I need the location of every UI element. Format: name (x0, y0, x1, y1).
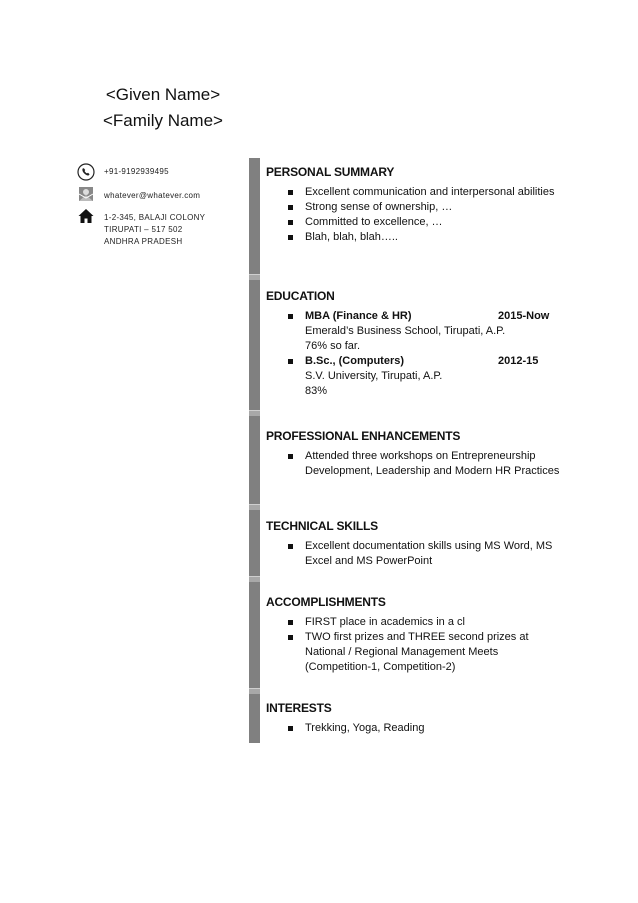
interests-list (266, 721, 596, 736)
family-name: <Family Name> (103, 111, 223, 130)
list-item: Strong sense of ownership, … (266, 200, 596, 215)
score: 76% so far. (305, 340, 361, 352)
mail-icon (76, 184, 96, 204)
bar-notch (249, 504, 260, 510)
section-title: ACCOMPLISHMENTS (266, 595, 386, 609)
section-title: TECHNICAL SKILLS (266, 519, 378, 533)
section-education (266, 288, 596, 399)
contact-address-row (76, 206, 206, 246)
given-name: <Given Name> (105, 85, 221, 104)
list-item: Blah, blah, blah….. (266, 230, 596, 245)
school: Emerald’s Business School, Tirupati, A.P. (305, 325, 506, 337)
degree: MBA (Finance & HR) (305, 310, 412, 322)
list-item: Excellent documentation skills using MS Word, MS Excel and MS PowerPoint (266, 539, 566, 569)
list-item: Trekking, Yoga, Reading (266, 721, 596, 736)
score: 83% (305, 385, 328, 397)
bar-notch (249, 274, 260, 280)
section-personal-summary (266, 164, 596, 245)
bar-notch (249, 410, 260, 416)
section-title: PROFESSIONAL ENHANCEMENTS (266, 429, 461, 443)
accomplishments-list (266, 615, 596, 675)
education-list (266, 309, 596, 399)
section-title: INTERESTS (266, 701, 332, 715)
section-divider-bar (249, 158, 260, 743)
list-item: Excellent communication and interpersonal abilities (266, 185, 556, 200)
year: 2012-15 (498, 355, 539, 367)
section-technical-skills (266, 518, 596, 569)
section-accomplishments (266, 594, 596, 675)
bar-notch (249, 576, 260, 582)
list-item: FIRST place in academics in a cl (266, 615, 596, 630)
address (104, 212, 205, 248)
school: S.V. University, Tirupati, A.P. (305, 370, 443, 382)
address-line-3: ANDHRA PRADESH (104, 237, 183, 246)
summary-list (266, 185, 596, 245)
list-item: TWO first prizes and THREE second prizes at National / Regional Management Meets (Competition-1, Competition-2) (266, 630, 546, 675)
professional-list (266, 449, 596, 479)
contact-phone-row (76, 162, 169, 182)
technical-list (266, 539, 596, 569)
section-interests (266, 700, 596, 736)
email-address: whatever@whatever.com (104, 191, 201, 200)
bar-notch (249, 688, 260, 694)
section-title: PERSONAL SUMMARY (266, 165, 395, 179)
list-item (266, 354, 596, 399)
degree: B.Sc., (Computers) (305, 355, 405, 367)
section-professional-enhancements (266, 428, 596, 479)
list-item (266, 309, 596, 354)
list-item: Committed to excellence, … (266, 215, 596, 230)
address-line-1: 1-2-345, BALAJI COLONY (104, 213, 206, 222)
section-title: EDUCATION (266, 289, 335, 303)
year: 2015-Now (498, 310, 550, 322)
phone-number: +91-9192939495 (104, 167, 169, 176)
list-item: Attended three workshops on Entrepreneurship Development, Leadership and Modern HR Practices (266, 449, 566, 479)
home-icon (76, 206, 96, 226)
address-line-2: TIRUPATI – 517 502 (104, 225, 183, 234)
phone-icon (76, 162, 96, 182)
contact-email-row (76, 184, 201, 204)
